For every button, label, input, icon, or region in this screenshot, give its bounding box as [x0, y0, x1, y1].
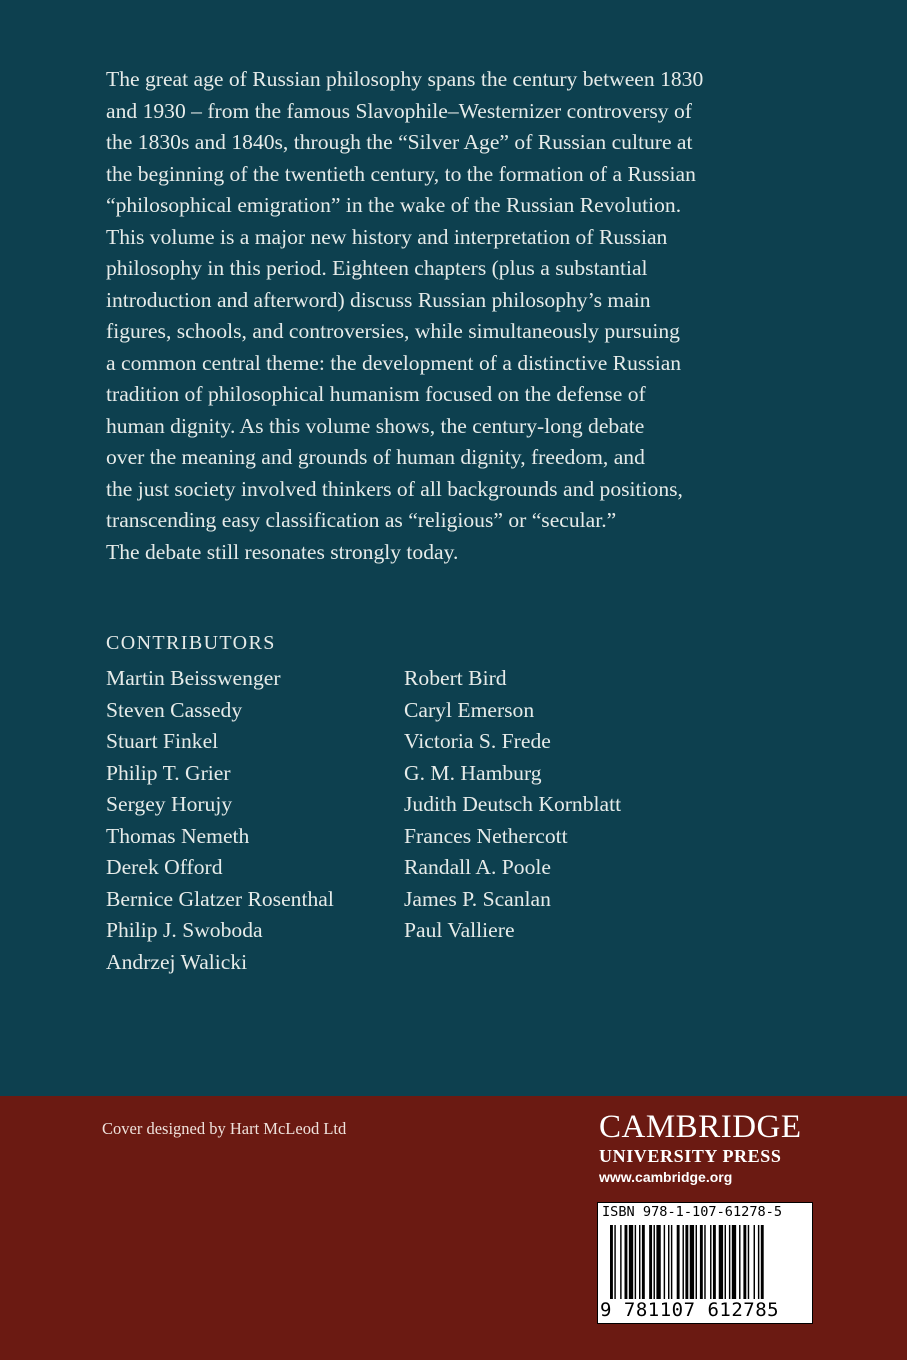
barcode-bar — [625, 1225, 628, 1303]
isbn-barcode — [597, 1202, 813, 1324]
barcode-bar — [754, 1225, 755, 1303]
contributor-name: Bernice Glatzer Rosenthal — [106, 886, 334, 911]
barcode-bar — [620, 1225, 621, 1303]
barcode-bar — [639, 1225, 640, 1303]
barcode-bar — [729, 1225, 730, 1303]
contributors-heading: CONTRIBUTORS — [106, 632, 276, 654]
barcode-bar — [725, 1225, 726, 1303]
contributor-name: Paul Valliere — [404, 918, 515, 942]
barcode-bar — [713, 1225, 716, 1303]
barcode-bar — [710, 1225, 711, 1303]
publisher-logo — [599, 1108, 829, 1188]
isbn-label: ISBN 978-1-107-61278-5 — [602, 1204, 783, 1220]
barcode-bar — [635, 1225, 636, 1303]
contributor-name: Thomas Nemeth — [106, 823, 250, 848]
barcode-bar — [629, 1225, 633, 1303]
barcode-bar — [700, 1225, 703, 1303]
contributor-name: Philip T. Grier — [106, 760, 231, 785]
barcode-bar — [614, 1225, 615, 1303]
barcode-bar — [732, 1225, 736, 1303]
contributor-name: Frances Nethercott — [404, 823, 568, 848]
contributor-name: Stuart Finkel — [106, 729, 219, 753]
barcode-bar — [758, 1225, 759, 1303]
barcode-bar — [642, 1225, 645, 1303]
barcode-bar — [748, 1225, 749, 1303]
contributor-name: Sergey Horujy — [106, 792, 233, 816]
contributor-name: Caryl Emerson — [404, 697, 535, 722]
barcode-bar — [739, 1225, 740, 1303]
contributor-name: Randall A. Poole — [404, 855, 551, 879]
contributor-name: Philip J. Swoboda — [106, 918, 263, 942]
contributors-list-right — [404, 663, 621, 947]
publisher-url: www.cambridge.org — [599, 1169, 733, 1185]
barcode-bar — [664, 1225, 665, 1303]
barcode-bar — [690, 1225, 694, 1303]
contributor-name: Judith Deutsch Kornblatt — [404, 792, 622, 816]
barcode-bar — [656, 1225, 660, 1303]
barcode-bar — [685, 1225, 688, 1303]
barcode-bar — [743, 1225, 746, 1303]
contributor-name: James P. Scanlan — [404, 886, 551, 911]
barcode-bar — [677, 1225, 680, 1303]
contributor-name: Robert Bird — [404, 666, 507, 690]
barcode-bar — [683, 1225, 684, 1303]
publisher-name: CAMBRIDGE — [599, 1109, 802, 1145]
barcode-bars — [602, 1225, 806, 1303]
cover-design-credit: Cover designed by Hart McLeod Ltd — [102, 1119, 347, 1138]
publisher-subname: UNIVERSITY PRESS — [599, 1146, 782, 1166]
barcode-bar — [761, 1225, 764, 1303]
contributor-name: Martin Beisswenger — [106, 666, 281, 690]
barcode-bar — [719, 1225, 723, 1303]
barcode-bar — [671, 1225, 672, 1303]
contributor-name: Andrzej Walicki — [106, 949, 248, 974]
contributor-name: Victoria S. Frede — [404, 729, 551, 753]
barcode-bar — [704, 1225, 705, 1303]
contributor-name: Steven Cassedy — [106, 697, 243, 722]
contributor-name: Derek Offord — [106, 855, 223, 879]
book-description: The great age of Russian philosophy spans the century between 1830 and 1930 – from the famous Slavophile–Westernizer controversy of the 1830s and 1840s, through the “Silver Age” of Russian culture at the beginning of the twentieth century, to the formation of a Russian “philosophical emigration” in the wake of the Russian Revolution. This volume is a major new history and interpretation of Russian philosophy in this period. Eighteen chapters (plus a substantial introduction and afterword) discuss Russian philosophy’s main figures, schools, and controversies, while simultaneously pursuing a common central theme: the development of a distinctive Russian tradition of philosophical humanism focused on the defense of human dignity. As this volume shows, the century-long debate over the meaning and grounds of human dignity, freedom, and the just society involved thinkers of all backgrounds and positions, transcending easy classification as “religious” or “secular.” The debate still resonates strongly today. — [106, 67, 704, 564]
barcode-digits: 9 781107 612785 — [600, 1299, 780, 1321]
barcode-bar — [668, 1225, 669, 1303]
contributors-list-left — [106, 663, 334, 978]
barcode-bar — [654, 1225, 655, 1303]
contributor-name: G. M. Hamburg — [404, 760, 542, 785]
barcode-bar — [610, 1225, 613, 1303]
barcode-bar — [696, 1225, 697, 1303]
barcode-bar — [649, 1225, 652, 1303]
